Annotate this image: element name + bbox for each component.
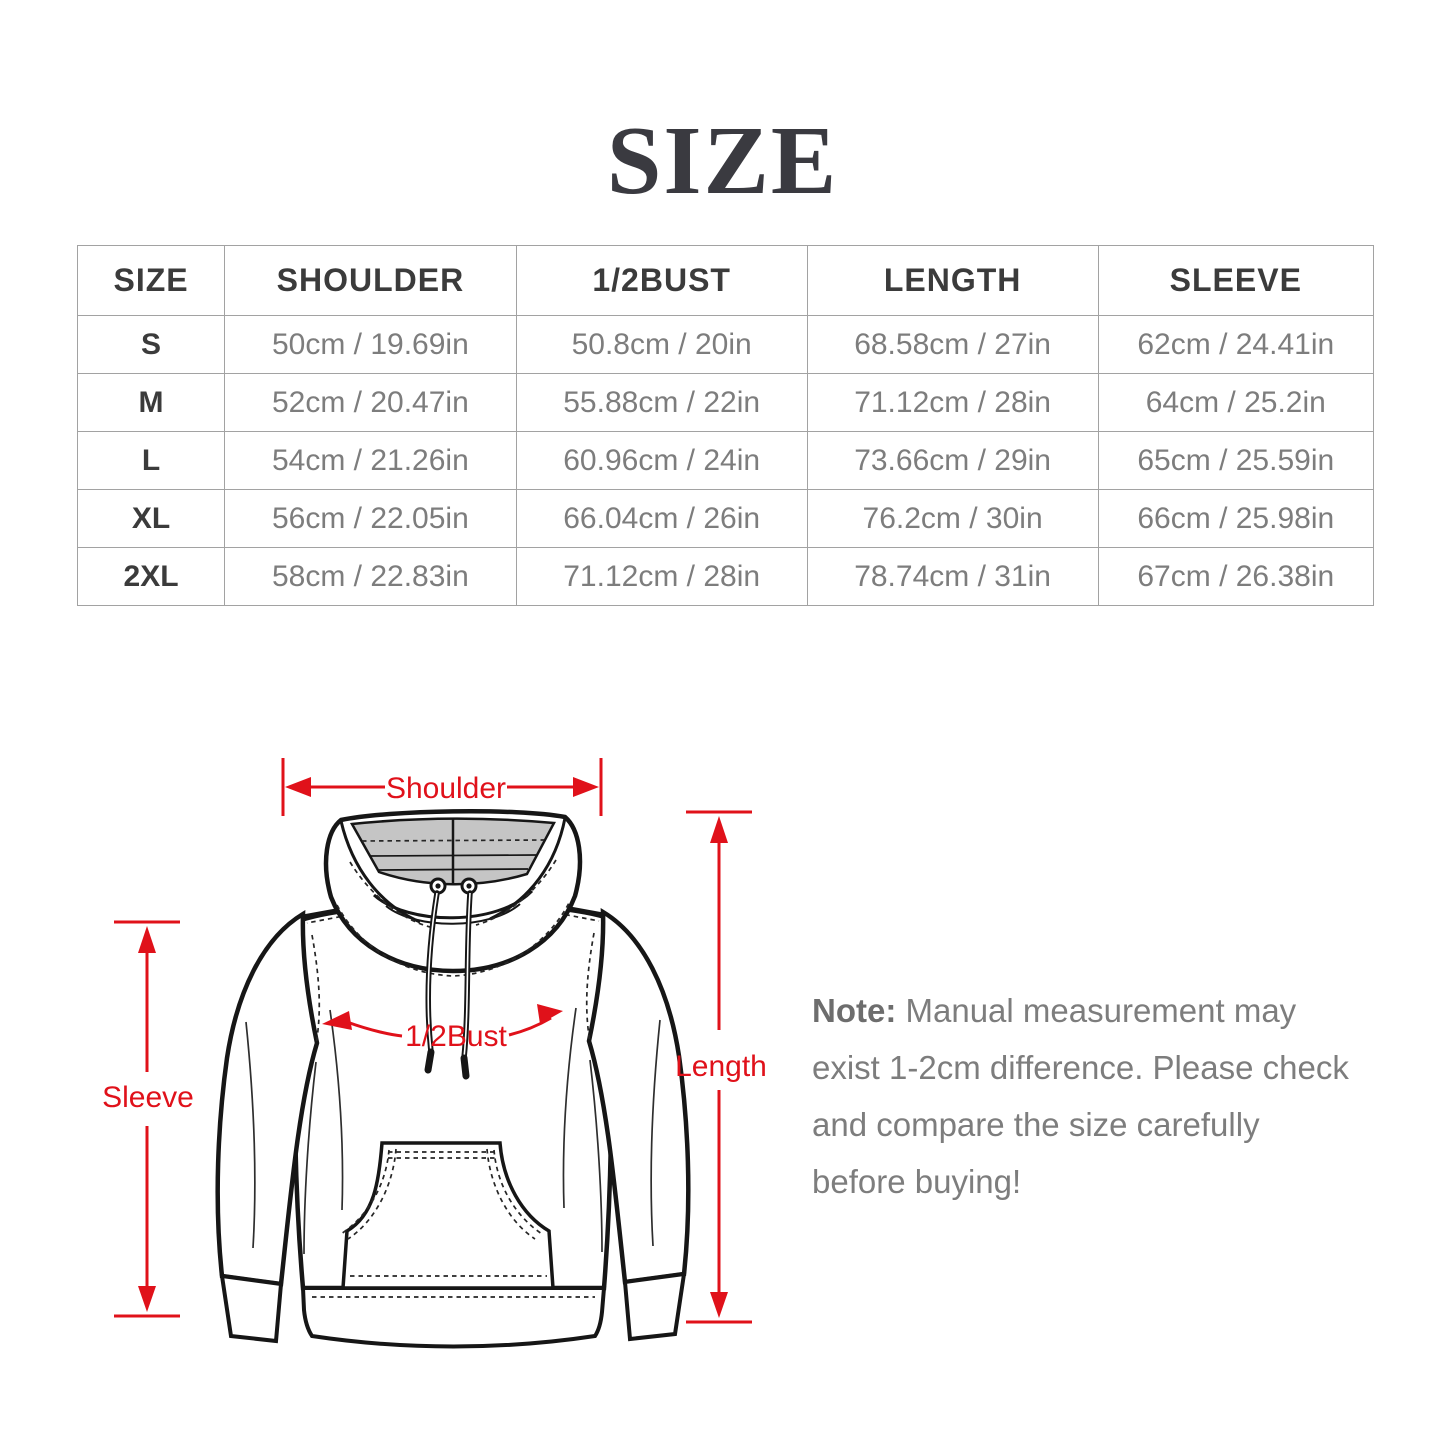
measurement-note	[812, 982, 1360, 1210]
col-header-bust: 1/2BUST	[516, 246, 807, 316]
sleeve-cell: 65cm / 25.59in	[1098, 432, 1373, 490]
table-row	[78, 316, 1374, 374]
note-text: Manual measurement may exist 1-2cm difference. Please check and compare the size carefully before buying!	[812, 992, 1349, 1200]
bust-cell: 55.88cm / 22in	[516, 374, 807, 432]
bust-cell: 50.8cm / 20in	[516, 316, 807, 374]
length-cell: 76.2cm / 30in	[807, 490, 1098, 548]
table-row	[78, 432, 1374, 490]
shoulder-arrow	[283, 758, 601, 816]
table-row	[78, 548, 1374, 606]
sleeve-label: Sleeve	[102, 1081, 194, 1114]
col-header-shoulder: SHOULDER	[225, 246, 517, 316]
length-cell: 78.74cm / 31in	[807, 548, 1098, 606]
table-header-row	[78, 246, 1374, 316]
size-cell: 2XL	[78, 548, 225, 606]
size-cell: M	[78, 374, 225, 432]
length-label: Length	[675, 1050, 767, 1083]
size-cell: XL	[78, 490, 225, 548]
shoulder-cell: 54cm / 21.26in	[225, 432, 517, 490]
col-header-size: SIZE	[78, 246, 225, 316]
bust-label: 1/2Bust	[405, 1020, 507, 1053]
size-cell: L	[78, 432, 225, 490]
page-title: SIZE	[606, 107, 839, 215]
note-label: Note:	[812, 992, 897, 1029]
length-arrow	[675, 812, 767, 1322]
bust-cell: 71.12cm / 28in	[516, 548, 807, 606]
bust-cell: 66.04cm / 26in	[516, 490, 807, 548]
length-cell: 68.58cm / 27in	[807, 316, 1098, 374]
left-cuff	[222, 1276, 281, 1341]
shoulder-cell: 50cm / 19.69in	[225, 316, 517, 374]
size-table	[77, 245, 1374, 606]
table-row	[78, 490, 1374, 548]
col-header-sleeve: SLEEVE	[1098, 246, 1373, 316]
table-row	[78, 374, 1374, 432]
bust-cell: 60.96cm / 24in	[516, 432, 807, 490]
shoulder-cell: 58cm / 22.83in	[225, 548, 517, 606]
col-header-length: LENGTH	[807, 246, 1098, 316]
size-cell: S	[78, 316, 225, 374]
shoulder-label: Shoulder	[385, 772, 507, 805]
sleeve-cell: 62cm / 24.41in	[1098, 316, 1373, 374]
right-cuff	[625, 1274, 684, 1339]
shoulder-cell: 52cm / 20.47in	[225, 374, 517, 432]
length-cell: 71.12cm / 28in	[807, 374, 1098, 432]
sleeve-arrow	[102, 922, 194, 1316]
length-cell: 73.66cm / 29in	[807, 432, 1098, 490]
hoodie-illustration	[218, 811, 689, 1346]
sleeve-cell: 64cm / 25.2in	[1098, 374, 1373, 432]
sleeve-cell: 67cm / 26.38in	[1098, 548, 1373, 606]
hoodie-measurement-diagram	[90, 740, 790, 1360]
shoulder-cell: 56cm / 22.05in	[225, 490, 517, 548]
sleeve-cell: 66cm / 25.98in	[1098, 490, 1373, 548]
